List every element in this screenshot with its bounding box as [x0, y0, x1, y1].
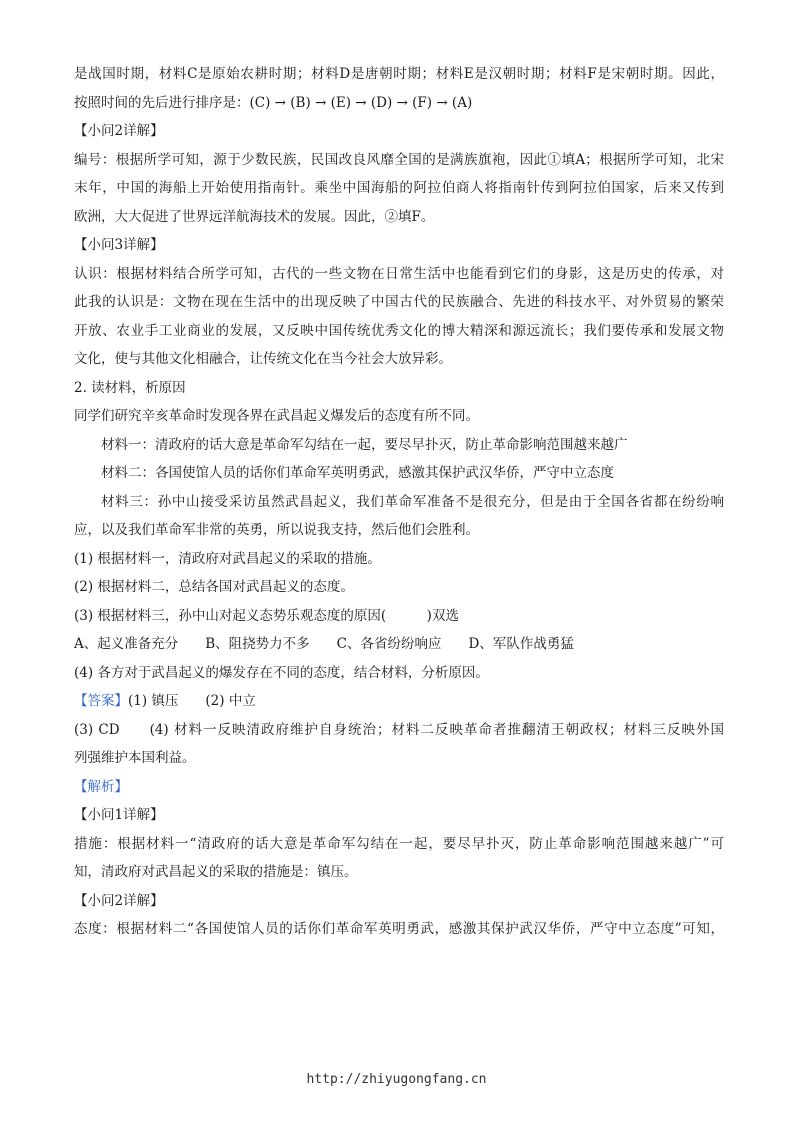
text-line: [74, 773, 724, 802]
text-line: 【小问2详解】: [74, 123, 164, 139]
text-line: A、起义准备充分 B、阻挠势力不多 C、各省纷纷响应 D、军队作战勇猛: [74, 636, 574, 652]
document-body: [74, 60, 724, 944]
text-line: (3) CD (4) 材料一反映清政府维护自身统治；材料二反映革命者推翻清王朝政权；材料三反映外国: [74, 721, 724, 738]
text-line: 是战国时期，材料C是原始农耕时期；材料D是唐朝时期；材料E是汉朝时期；材料F是宋朝时期。因此，: [74, 66, 724, 82]
footer-url[interactable]: http://zhiyugongfang.cn: [306, 1072, 487, 1087]
text-line: 态度：根据材料二“各国使馆人员的话你们革命军英明勇武，感激其保护武汉华侨，严守中立态度”可知，: [74, 921, 724, 937]
text-line: 知，清政府对武昌起义的采取的措施是：镇压。: [74, 864, 358, 880]
text-line: 【小问2详解】: [74, 892, 164, 909]
text-line: 【小问1详解】: [74, 807, 164, 823]
text-line: 材料二：各国使馆人员的话你们革命军英明勇武，感激其保护武汉华侨，严守中立态度: [101, 465, 614, 481]
text-line: 材料三：孙中山接受采访虽然武昌起义，我们革命军准备不是很充分，但是由于全国各省都在纷纷响: [101, 493, 724, 510]
text-line: 开放、农业手工业商业的发展，又反映中国传统优秀文化的博大精深和源远流长；我们要传承和发展文物: [74, 322, 724, 339]
text-line: 欧洲，大大促进了世界远洋航海技术的发展。因此，②填F。: [74, 208, 435, 225]
text-line: (4) 各方对于武昌起义的爆发存在不同的态度，结合材料，分析原因。: [74, 664, 489, 681]
text-line: 编号：根据所学可知，源于少数民族，民国改良风靡全国的是满族旗袍，因此①填A；根据所学可知，北宋: [74, 151, 724, 168]
text-line: 文化，使与其他文化相融合，让传统文化在当今社会大放异彩。: [74, 351, 452, 367]
text-line: 同学们研究辛亥革命时发现各界在武昌起义爆发后的态度有所不同。: [74, 408, 479, 424]
text-line: 措施：根据材料一“清政府的话大意是革命军勾结在一起，要尽早扑灭，防止革命影响范围越来越广”可: [74, 835, 724, 852]
text-line: 应，以及我们革命军非常的英勇，所以说我支持，然后他们会胜利。: [74, 522, 479, 538]
text-line: 列强维护本国利益。: [74, 750, 196, 766]
text-line: (1) 根据材料一，清政府对武昌起义的采取的措施。: [74, 550, 381, 567]
section-label: 【解析】: [74, 778, 128, 795]
text-line: 【小问3详解】: [74, 237, 164, 253]
text-line: 末年，中国的海船上开始使用指南针。乘坐中国海船的阿拉伯商人将指南针传到阿拉伯国家，后来又传到: [74, 180, 724, 196]
text-line: (2) 根据材料二，总结各国对武昌起义的态度。: [74, 579, 354, 595]
text-line: 按照时间的先后进行排序是：(C) → (B) → (E) → (D) → (F) → (A): [74, 94, 473, 111]
text-line: 认识：根据材料结合所学可知，古代的一些文物在日常生活中也能看到它们的身影，这是历史的传承，对: [74, 265, 724, 282]
text-line: 材料一：清政府的话大意是革命军勾结在一起，要尽早扑灭，防止革命影响范围越来越广: [101, 436, 628, 453]
text-line: [74, 687, 724, 716]
section-label: 【答案】: [74, 693, 128, 709]
text-line: (3) 根据材料三，孙中山对起义态势乐观态度的原因( )双选: [74, 607, 459, 624]
text-line: 2. 读材料，析原因: [74, 379, 186, 396]
text-line: 此我的认识是：文物在现在生活中的出现反映了中国古代的民族融合、先进的科技水平、对外贸易的繁荣: [74, 294, 724, 310]
answer-text: (1) 镇压 (2) 中立: [128, 693, 256, 709]
